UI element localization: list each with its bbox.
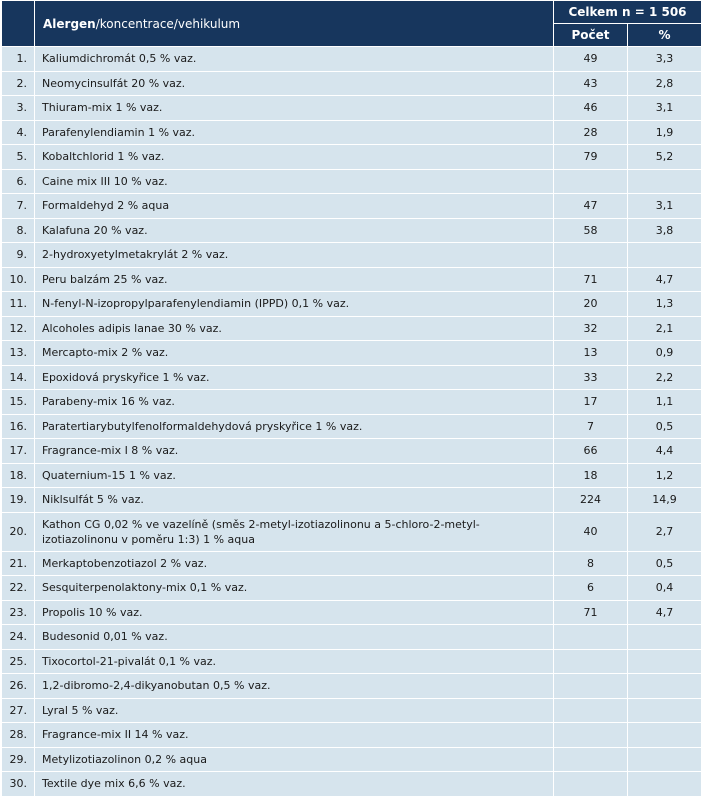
- percent-value: [628, 747, 702, 772]
- count-value: [554, 625, 628, 650]
- row-number: 18.: [2, 463, 35, 488]
- allergen-name: Peru balzám 25 % vaz.: [35, 267, 554, 292]
- percent-value: 3,8: [628, 218, 702, 243]
- row-number: 10.: [2, 267, 35, 292]
- count-value: [554, 772, 628, 797]
- row-number: 19.: [2, 488, 35, 513]
- table-row: [2, 723, 702, 748]
- row-number: 21.: [2, 551, 35, 576]
- table-row: [2, 649, 702, 674]
- row-number: 26.: [2, 674, 35, 699]
- table-row: [2, 674, 702, 699]
- row-number: 15.: [2, 390, 35, 415]
- header-total: Celkem n = 1 506: [554, 1, 702, 24]
- row-number: 5.: [2, 145, 35, 170]
- count-value: 58: [554, 218, 628, 243]
- table-row: [2, 698, 702, 723]
- percent-value: 2,1: [628, 316, 702, 341]
- row-number: 25.: [2, 649, 35, 674]
- allergen-name: Thiuram-mix 1 % vaz.: [35, 96, 554, 121]
- count-value: 32: [554, 316, 628, 341]
- row-number: 11.: [2, 292, 35, 317]
- table-row: [2, 772, 702, 797]
- row-number: 16.: [2, 414, 35, 439]
- count-value: 71: [554, 600, 628, 625]
- table-body: [2, 47, 702, 797]
- row-number: 1.: [2, 47, 35, 72]
- allergen-name: 2-hydroxyetylmetakrylát 2 % vaz.: [35, 243, 554, 268]
- percent-value: 0,5: [628, 551, 702, 576]
- percent-value: 2,8: [628, 71, 702, 96]
- percent-value: [628, 674, 702, 699]
- row-number: 30.: [2, 772, 35, 797]
- table-row: [2, 120, 702, 145]
- row-number: 22.: [2, 576, 35, 601]
- percent-value: [628, 169, 702, 194]
- count-value: 18: [554, 463, 628, 488]
- allergen-name: Kobaltchlorid 1 % vaz.: [35, 145, 554, 170]
- allergen-name: Mercapto-mix 2 % vaz.: [35, 341, 554, 366]
- row-number: 28.: [2, 723, 35, 748]
- count-value: 17: [554, 390, 628, 415]
- percent-value: 1,2: [628, 463, 702, 488]
- table-row: [2, 71, 702, 96]
- count-value: 71: [554, 267, 628, 292]
- percent-value: 1,1: [628, 390, 702, 415]
- percent-value: 3,1: [628, 194, 702, 219]
- percent-value: 4,7: [628, 267, 702, 292]
- allergen-name: Fragrance-mix I 8 % vaz.: [35, 439, 554, 464]
- table-row: [2, 341, 702, 366]
- table-row: [2, 292, 702, 317]
- count-value: 49: [554, 47, 628, 72]
- row-number: 3.: [2, 96, 35, 121]
- table-row: [2, 551, 702, 576]
- count-value: [554, 723, 628, 748]
- allergen-name: Formaldehyd 2 % aqua: [35, 194, 554, 219]
- percent-value: 14,9: [628, 488, 702, 513]
- table-row: [2, 576, 702, 601]
- count-value: [554, 698, 628, 723]
- header-number-cell: [2, 1, 35, 47]
- allergen-name: N-fenyl-N-izopropylparafenylendiamin (IPPD) 0,1 % vaz.: [35, 292, 554, 317]
- allergen-name: Parabeny-mix 16 % vaz.: [35, 390, 554, 415]
- table-row: [2, 194, 702, 219]
- count-value: 8: [554, 551, 628, 576]
- percent-value: [628, 625, 702, 650]
- percent-value: [628, 243, 702, 268]
- table-row: [2, 512, 702, 551]
- row-number: 2.: [2, 71, 35, 96]
- table-row: [2, 145, 702, 170]
- table-row: [2, 316, 702, 341]
- percent-value: 3,1: [628, 96, 702, 121]
- count-value: [554, 674, 628, 699]
- row-number: 9.: [2, 243, 35, 268]
- table-row: [2, 414, 702, 439]
- allergen-name: Sesquiterpenolaktony-mix 0,1 % vaz.: [35, 576, 554, 601]
- header-allergen-rest: /koncentrace/vehikulum: [95, 16, 241, 31]
- row-number: 27.: [2, 698, 35, 723]
- percent-value: 0,9: [628, 341, 702, 366]
- allergen-name: Epoxidová pryskyřice 1 % vaz.: [35, 365, 554, 390]
- count-value: 79: [554, 145, 628, 170]
- row-number: 23.: [2, 600, 35, 625]
- allergen-name: Kaliumdichromát 0,5 % vaz.: [35, 47, 554, 72]
- row-number: 13.: [2, 341, 35, 366]
- allergen-name: Alcoholes adipis lanae 30 % vaz.: [35, 316, 554, 341]
- count-value: [554, 747, 628, 772]
- table-row: [2, 600, 702, 625]
- count-value: 6: [554, 576, 628, 601]
- row-number: 20.: [2, 512, 35, 551]
- table-row: [2, 488, 702, 513]
- count-value: 33: [554, 365, 628, 390]
- allergen-name: Textile dye mix 6,6 % vaz.: [35, 772, 554, 797]
- row-number: 29.: [2, 747, 35, 772]
- allergen-name: Budesonid 0,01 % vaz.: [35, 625, 554, 650]
- percent-value: 2,2: [628, 365, 702, 390]
- percent-value: 2,7: [628, 512, 702, 551]
- allergen-name: 1,2-dibromo-2,4-dikyanobutan 0,5 % vaz.: [35, 674, 554, 699]
- count-value: 47: [554, 194, 628, 219]
- percent-value: 3,3: [628, 47, 702, 72]
- percent-value: [628, 772, 702, 797]
- count-value: 28: [554, 120, 628, 145]
- allergen-table: [1, 0, 702, 797]
- table-row: [2, 390, 702, 415]
- count-value: [554, 169, 628, 194]
- count-value: 46: [554, 96, 628, 121]
- row-number: 8.: [2, 218, 35, 243]
- percent-value: 4,4: [628, 439, 702, 464]
- allergen-name: Kathon CG 0,02 % ve vazelíně (směs 2-metyl-izotiazolinonu a 5-chloro-2-metyl-izotiazolinonu v poměru 1:3) 1 % aqua: [35, 512, 554, 551]
- percent-value: 4,7: [628, 600, 702, 625]
- table-row: [2, 747, 702, 772]
- row-number: 24.: [2, 625, 35, 650]
- percent-value: 0,5: [628, 414, 702, 439]
- table-row: [2, 439, 702, 464]
- header-percent: %: [628, 24, 702, 47]
- allergen-name: Fragrance-mix II 14 % vaz.: [35, 723, 554, 748]
- count-value: [554, 243, 628, 268]
- allergen-name: Metylizotiazolinon 0,2 % aqua: [35, 747, 554, 772]
- allergen-name: Parafenylendiamin 1 % vaz.: [35, 120, 554, 145]
- row-number: 17.: [2, 439, 35, 464]
- percent-value: [628, 649, 702, 674]
- count-value: 20: [554, 292, 628, 317]
- count-value: 224: [554, 488, 628, 513]
- count-value: 13: [554, 341, 628, 366]
- allergen-name: Propolis 10 % vaz.: [35, 600, 554, 625]
- percent-value: 5,2: [628, 145, 702, 170]
- percent-value: [628, 723, 702, 748]
- percent-value: [628, 698, 702, 723]
- header-count: Počet: [554, 24, 628, 47]
- allergen-name: Tixocortol-21-pivalát 0,1 % vaz.: [35, 649, 554, 674]
- table-row: [2, 267, 702, 292]
- allergen-name: Quaternium-15 1 % vaz.: [35, 463, 554, 488]
- allergen-name: Merkaptobenzotiazol 2 % vaz.: [35, 551, 554, 576]
- table-row: [2, 463, 702, 488]
- row-number: 7.: [2, 194, 35, 219]
- header-allergen-bold: Alergen: [43, 16, 96, 31]
- allergen-name: Kalafuna 20 % vaz.: [35, 218, 554, 243]
- table-row: [2, 365, 702, 390]
- count-value: 7: [554, 414, 628, 439]
- percent-value: 1,3: [628, 292, 702, 317]
- table-row: [2, 96, 702, 121]
- percent-value: 0,4: [628, 576, 702, 601]
- count-value: [554, 649, 628, 674]
- allergen-name: Lyral 5 % vaz.: [35, 698, 554, 723]
- count-value: 40: [554, 512, 628, 551]
- table-row: [2, 625, 702, 650]
- table-row: [2, 47, 702, 72]
- allergen-name: Niklsulfát 5 % vaz.: [35, 488, 554, 513]
- row-number: 14.: [2, 365, 35, 390]
- count-value: 43: [554, 71, 628, 96]
- allergen-name: Caine mix III 10 % vaz.: [35, 169, 554, 194]
- table-row: [2, 169, 702, 194]
- row-number: 6.: [2, 169, 35, 194]
- allergen-name: Paratertiarybutylfenolformaldehydová pryskyřice 1 % vaz.: [35, 414, 554, 439]
- count-value: 66: [554, 439, 628, 464]
- row-number: 4.: [2, 120, 35, 145]
- table-row: [2, 243, 702, 268]
- percent-value: 1,9: [628, 120, 702, 145]
- allergen-name: Neomycinsulfát 20 % vaz.: [35, 71, 554, 96]
- table-row: [2, 218, 702, 243]
- row-number: 12.: [2, 316, 35, 341]
- header-allergen-cell: [35, 1, 554, 47]
